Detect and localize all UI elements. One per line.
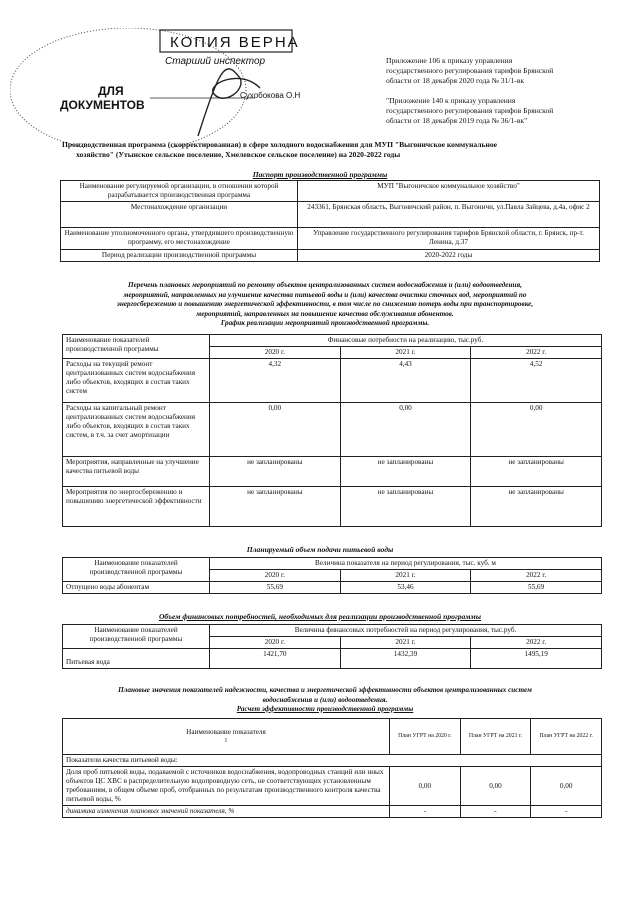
document-title: Производственная программа (скорректированная) в сфере холодного водоснабжения для МУП "Выгоничское коммунальное хозяйство" (Утынское сельское поселение, Хмелевское сельское поселение) на 2020-2022 годы: [62, 140, 498, 159]
passport-table: [60, 180, 600, 262]
table-header-row: Наименование показателя 1 План УГРТ на 2020 г. План УГРТ на 2021 г. План УГРТ на 2022 г.: [63, 719, 602, 755]
table-header-row: Наименование показателей производственной программы Финансовые потребности на реализацию, тыс.руб.: [63, 335, 602, 347]
finance-heading: Объем финансовых потребностей, необходимых для реализации производственной программы: [158, 612, 482, 621]
stamp-for-docs: ДЛЯ: [98, 84, 124, 98]
passport-heading: Паспорт производственной программы: [252, 170, 388, 179]
table-header-row: Наименование показателей производственной программы Величина показателя на период регулирования, тыс. куб. м: [63, 558, 602, 570]
stamp-inspector: Старший инспектор: [165, 56, 266, 67]
stamp-copy-text: КОПИЯ ВЕРНА: [170, 34, 300, 51]
supply-table: [62, 557, 602, 594]
supply-heading: Планируемый объем подачи питьевой воды: [246, 545, 394, 554]
table-row: Расходы на текущий ремонт централизованных систем водоснабжения либо объектов, входящих в состав таких систем 4,32 4,43 4,52: [63, 359, 602, 403]
table-section-row: Показатели качества питьевой воды:: [63, 755, 602, 767]
finance-table: [62, 624, 602, 669]
table-row: Мероприятия, направленные на улучшение качества питьевой воды не запланированы не запланированы не запланированы: [63, 457, 602, 487]
table-header-row: 2020 г. 2021 г. 2022 г.: [63, 570, 602, 582]
table-row: Питьевая вода 1421,70 1432,39 1495,19: [63, 649, 602, 669]
table-row: Доля проб питьевой воды, подаваемой с источников водоснабжения, водопроводных станций или иных объектов ЦС ХВС в распределительную водопроводную сеть, не соответствующих установленным требованиям, в общем объеме проб, отобранных по результатам производственного контроля качества питьевой воды, % 0,00 0,00 0,00: [63, 767, 602, 806]
efficiency-table: [62, 718, 602, 818]
appendix-note-1: Приложение 106 к приказу управления государственного регулирования тарифов Брянской области от 18 декабря 2020 года № 31/1-вк: [386, 56, 554, 85]
stamp-signer: Сухобокова О.Н: [240, 91, 301, 100]
table-row: Период реализации производственной программы 2020-2022 годы: [61, 250, 600, 262]
table-row: Местонахождение организации 243361, Брянская область, Выгоничский район, п. Выгоничи, ул.Павла Зайцева, д.4а, офис 2: [61, 202, 600, 228]
table-header-row: 2020 г. 2021 г. 2022 г.: [63, 637, 602, 649]
efficiency-heading: Плановые значения показателей надежности, качества и энергетической эффективности объектов централизованных систем водоснабжения и (или) водоотведения. Расчет эффективности производственной программы: [118, 686, 532, 713]
table-header-row: 2020 г. 2021 г. 2022 г.: [63, 347, 602, 359]
table-row: Наименование уполномоченного органа, утвердившего производственную программу, его местонахождение Управление государственного регулирования тарифов Брянской области, г. Брянск, пр-т. Ленина, д.37: [61, 228, 600, 250]
table-row: Расходы на капитальный ремонт централизованных систем водоснабжения либо объектов, входящих в состав таких систем, в т.ч. за счет амортизации 0,00 0,00 0,00: [63, 403, 602, 457]
measures-table: [62, 334, 602, 527]
appendix-note-2: "Приложение 140 к приказу управления государственного регулирования тарифов Брянской области от 18 декабря 2019 года № 36/1-вк": [386, 96, 554, 125]
table-row: Наименование регулируемой организации, в отношении которой разрабатывается производственная программа МУП "Выгоничское коммунальное хозяйство": [61, 181, 600, 202]
table-row: Отпущено воды абонентам 55,69 53,46 55,69: [63, 582, 602, 594]
stamp-documents: ДОКУМЕНТОВ: [60, 98, 145, 112]
table-header-row: Наименование показателей производственной программы Величина финансовых потребностей на период регулирования, тыс.руб.: [63, 625, 602, 637]
table-row: динамика изменения плановых значений показателя, % - - -: [63, 806, 602, 818]
table-row: Мероприятия по энергосбережению и повышению энергетической эффективности не запланированы не запланированы не запланированы: [63, 487, 602, 527]
measures-heading: Перечень плановых мероприятий по ремонту объектов централизованных систем водоснабжения и (или) водоотведения, мероприятий, направленных на улучшение качества питьевой воды и (или) качества очистки сточных вод, мероприятий по энергосбережению и повышению энергетической эффективности, в том числе по снижению потерь воды при транспортировке, мероприятий, направленных на повышение качества обслуживания абонентов. График реализации мероприятий производственной программы.: [116, 281, 534, 327]
